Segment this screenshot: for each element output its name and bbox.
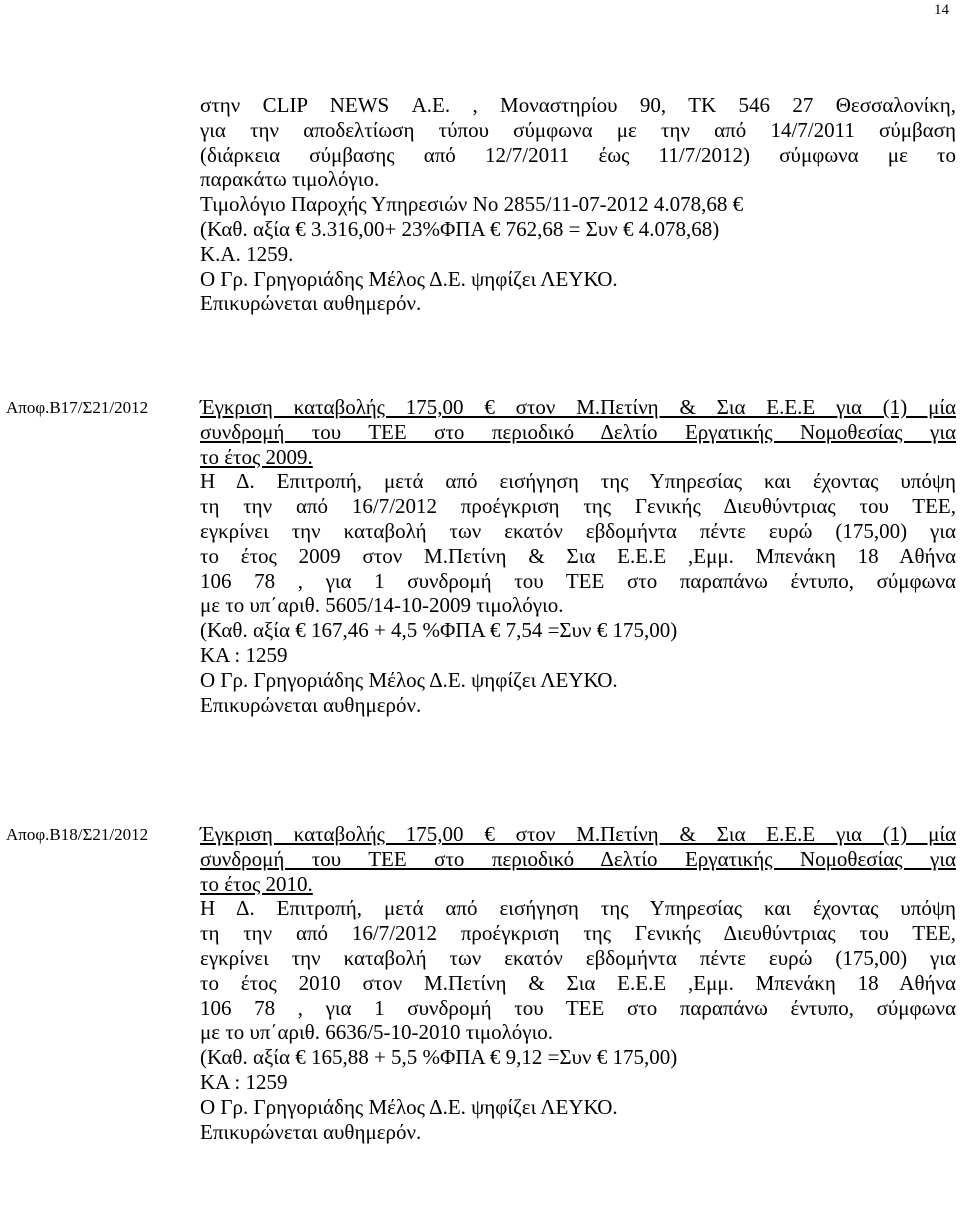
- decision-title: [200, 822, 956, 896]
- ratification-line: Επικυρώνεται αυθημερόν.: [200, 692, 422, 717]
- body-line: εγκρίνει την καταβολή των εκατόν εβδομήντα πέντε ευρώ (175,00) για: [200, 518, 956, 543]
- body-line: το έτος 2010 στον Μ.Πετίνη & Σια Ε.Ε.Ε ,Εμμ. Μπενάκη 18 Αθήνα: [200, 970, 956, 995]
- body-line: με το υπ΄αριθ. 6636/5-10-2010 τιμολόγιο.: [200, 1020, 553, 1045]
- ratification-line: Επικυρώνεται αυθημερόν.: [200, 291, 422, 316]
- amount-breakdown: (Καθ. αξία € 167,46 + 4,5 %ΦΠΑ € 7,54 =Συν € 175,00): [200, 618, 678, 643]
- page-number: 14: [934, 2, 949, 18]
- intro-line: για την αποδελτίωση τύπου σύμφωνα με την από 14/7/2011 σύμβαση: [200, 117, 956, 142]
- budget-code: ΚΑ : 1259: [200, 642, 288, 667]
- body-line: το έτος 2009 στον Μ.Πετίνη & Σια Ε.Ε.Ε ,Εμμ. Μπενάκη 18 Αθήνα: [200, 543, 956, 568]
- body-line: Η Δ. Επιτροπή, μετά από εισήγηση της Υπηρεσίας και έχοντας υπόψη: [200, 896, 956, 921]
- vote-line: Ο Γρ. Γρηγοριάδης Μέλος Δ.Ε. ψηφίζει ΛΕΥΚΟ.: [200, 667, 618, 692]
- decision-number-b18: Αποφ.Β18/Σ21/2012: [6, 825, 149, 844]
- budget-code: Κ.Α. 1259.: [200, 241, 294, 266]
- body-line: με το υπ΄αριθ. 5605/14-10-2009 τιμολόγιο.: [200, 593, 564, 618]
- decision-title: [200, 395, 956, 469]
- intro-line: παρακάτω τιμολόγιο.: [200, 167, 380, 192]
- title-line: το έτος 2009.: [200, 444, 313, 469]
- body-line: εγκρίνει την καταβολή των εκατόν εβδομήντα πέντε ευρώ (175,00) για: [200, 945, 956, 970]
- title-line: Έγκριση καταβολής 175,00 € στον Μ.Πετίνη & Σια Ε.Ε.Ε για (1) μία: [200, 822, 956, 846]
- body-line: τη την από 16/7/2012 προέγκριση της Γενικής Διευθύντριας του ΤΕΕ,: [200, 494, 956, 519]
- vote-line: Ο Γρ. Γρηγοριάδης Μέλος Δ.Ε. ψηφίζει ΛΕΥΚΟ.: [200, 1094, 618, 1119]
- title-line: το έτος 2010.: [200, 871, 313, 896]
- intro-paragraph: [200, 93, 956, 316]
- invoice-line: Τιμολόγιο Παροχής Υπηρεσιών Νο 2855/11-07-2012 4.078,68 €: [200, 192, 744, 217]
- title-line: συνδρομή του ΤΕΕ στο περιοδικό Δελτίο Εργατικής Νομοθεσίας για: [200, 419, 956, 444]
- budget-code: ΚΑ : 1259: [200, 1069, 288, 1094]
- ratification-line: Επικυρώνεται αυθημερόν.: [200, 1119, 422, 1144]
- vote-line: Ο Γρ. Γρηγοριάδης Μέλος Δ.Ε. ψηφίζει ΛΕΥΚΟ.: [200, 266, 618, 291]
- body-line: 106 78 , για 1 συνδρομή του ΤΕΕ στο παραπάνω έντυπο, σύμφωνα: [200, 568, 956, 593]
- title-line: συνδρομή του ΤΕΕ στο περιοδικό Δελτίο Εργατικής Νομοθεσίας για: [200, 846, 956, 871]
- decision-b17: [200, 395, 956, 717]
- decision-number-b17: Αποφ.Β17/Σ21/2012: [6, 398, 149, 417]
- title-line: Έγκριση καταβολής 175,00 € στον Μ.Πετίνη & Σια Ε.Ε.Ε για (1) μία: [200, 395, 956, 419]
- intro-line: (διάρκεια σύμβασης από 12/7/2011 έως 11/7/2012) σύμφωνα με το: [200, 142, 956, 167]
- body-line: Η Δ. Επιτροπή, μετά από εισήγηση της Υπηρεσίας και έχοντας υπόψη: [200, 469, 956, 494]
- decision-b18: [200, 822, 956, 1144]
- body-line: 106 78 , για 1 συνδρομή του ΤΕΕ στο παραπάνω έντυπο, σύμφωνα: [200, 995, 956, 1020]
- body-line: τη την από 16/7/2012 προέγκριση της Γενικής Διευθύντριας του ΤΕΕ,: [200, 921, 956, 946]
- intro-line: στην CLIP NEWS Α.Ε. , Μοναστηρίου 90, ΤΚ 546 27 Θεσσαλονίκη,: [200, 93, 956, 117]
- amount-breakdown: (Καθ. αξία € 3.316,00+ 23%ΦΠΑ € 762,68 = Συν € 4.078,68): [200, 216, 720, 241]
- amount-breakdown: (Καθ. αξία € 165,88 + 5,5 %ΦΠΑ € 9,12 =Συν € 175,00): [200, 1045, 678, 1070]
